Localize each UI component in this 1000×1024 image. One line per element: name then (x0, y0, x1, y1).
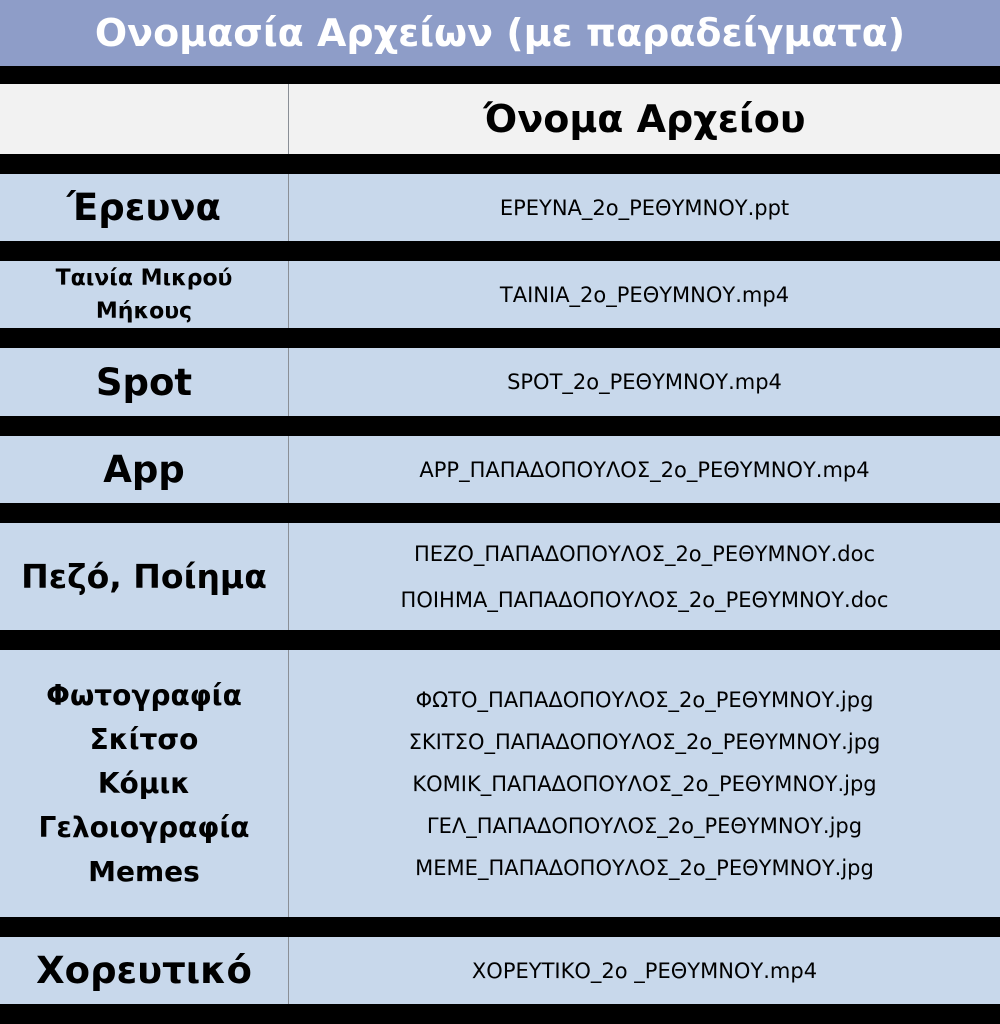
table-row-prose-poem (0, 523, 1000, 630)
table-title: Ονομασία Αρχείων (με παραδείγματα) (0, 0, 1000, 66)
filename-example: APP_ΠΑΠΑΔΟΠΟΥΛΟΣ_2ο_ΡΕΘΥΜΝΟΥ.mp4 (419, 457, 870, 482)
category-label: Πεζό, Ποίημα (21, 557, 267, 596)
category-label: Φωτογραφία (46, 678, 242, 712)
table-row-dance (0, 937, 1000, 1004)
category-label: Γελοιογραφία (38, 810, 250, 844)
category-cell (0, 261, 288, 328)
category-cell (0, 174, 288, 241)
category-label: Μήκους (95, 298, 193, 324)
category-cell (0, 523, 288, 630)
filename-example: ΜΕΜΕ_ΠΑΠΑΔΟΠΟΥΛΟΣ_2ο_ΡΕΘΥΜΝΟΥ.jpg (415, 855, 874, 880)
filename-example: ΤΑΙΝΙΑ_2ο_ΡΕΘΥΜΝΟΥ.mp4 (499, 282, 790, 307)
category-label: Χορευτικό (36, 949, 252, 992)
category-label: Memes (88, 854, 200, 888)
filename-example: ΦΩΤΟ_ΠΑΠΑΔΟΠΟΥΛΟΣ_2ο_ΡΕΘΥΜΝΟΥ.jpg (415, 687, 874, 712)
table-row-spot (0, 348, 1000, 416)
category-cell (0, 436, 288, 503)
table-row-app (0, 436, 1000, 503)
filename-example: ΧΟΡΕΥΤΙΚΟ_2ο _ΡΕΘΥΜΝΟΥ.mp4 (471, 958, 818, 983)
filename-cell (289, 174, 1000, 241)
filename-example: ΠΕΖΟ_ΠΑΠΑΔΟΠΟΥΛΟΣ_2ο_ΡΕΘΥΜΝΟΥ.doc (413, 541, 876, 566)
filename-cell (289, 937, 1000, 1004)
filename-cell (289, 261, 1000, 328)
category-cell (0, 650, 288, 917)
category-cell (0, 348, 288, 416)
table-row-short-film (0, 261, 1000, 328)
filename-example: ΣΚΙΤΣΟ_ΠΑΠΑΔΟΠΟΥΛΟΣ_2ο_ΡΕΘΥΜΝΟΥ.jpg (408, 729, 881, 754)
filename-example: ΠΟΙΗΜΑ_ΠΑΠΑΔΟΠΟΥΛΟΣ_2ο_ΡΕΘΥΜΝΟΥ.doc (400, 587, 889, 612)
filename-cell (289, 348, 1000, 416)
table-header-row (0, 84, 1000, 154)
filename-cell (289, 523, 1000, 630)
filename-example: ΕΡΕΥΝΑ_2ο_ΡΕΘΥΜΝΟΥ.ppt (499, 195, 790, 220)
table-row-research (0, 174, 1000, 241)
header-left-cell (0, 84, 288, 154)
filename-cell (289, 436, 1000, 503)
filename-cell (289, 650, 1000, 917)
category-label: Spot (95, 360, 193, 404)
header-filename-cell: Όνομα Αρχείου (483, 97, 806, 141)
category-label: App (103, 448, 185, 491)
filename-example: ΓΕΛ_ΠΑΠΑΔΟΠΟΥΛΟΣ_2ο_ΡΕΘΥΜΝΟΥ.jpg (426, 813, 863, 838)
category-label: Σκίτσο (89, 722, 199, 756)
filename-example: ΚΟΜΙΚ_ΠΑΠΑΔΟΠΟΥΛΟΣ_2ο_ΡΕΘΥΜΝΟΥ.jpg (412, 771, 877, 796)
category-label: Κόμικ (97, 766, 191, 800)
filename-example: SPOT_2ο_ΡΕΘΥΜΝΟΥ.mp4 (507, 370, 782, 394)
category-label: Ταινία Μικρού (55, 265, 233, 291)
table-row-images (0, 650, 1000, 917)
category-cell (0, 937, 288, 1004)
category-label: Έρευνα (67, 186, 221, 229)
